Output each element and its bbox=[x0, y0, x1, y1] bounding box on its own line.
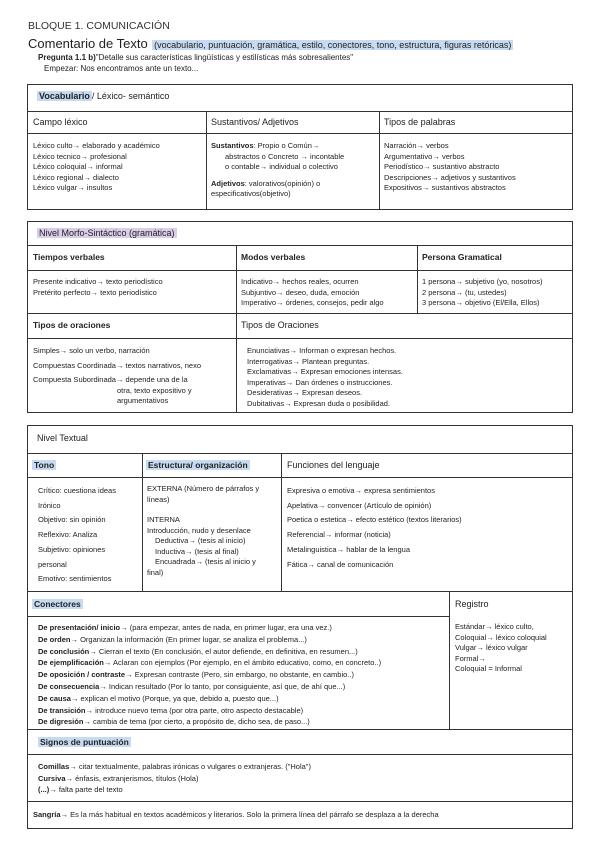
conectores-list bbox=[38, 622, 381, 728]
block-label: BLOQUE 1. COMUNICACIÓN bbox=[28, 20, 170, 32]
estructura-header: Estructura/ organización bbox=[148, 460, 248, 470]
oraciones-header-2: Tipos de Oraciones bbox=[241, 320, 319, 330]
vocab-title bbox=[37, 91, 169, 101]
sust-adj-content bbox=[211, 141, 377, 200]
list-item: Encuadrada→ (tesis al inicio y bbox=[155, 557, 256, 566]
list-item: Subjuntivo→ deseo, duda, emoción bbox=[241, 287, 360, 297]
signos-header: Signos de puntuación bbox=[40, 737, 129, 747]
list-item: Estándar→ léxico culto, bbox=[455, 622, 534, 631]
list-item: De consecuencia→ Indican resultado (Por lo tanto, por consiguiente, así que, de ahí que...) bbox=[38, 681, 346, 691]
list-item: Léxico regional→ dialecto bbox=[33, 172, 119, 182]
sangria-label: Sangría bbox=[33, 810, 61, 819]
list-item: EXTERNA (Número de párrafos y bbox=[147, 484, 260, 493]
list-item: Formal→ bbox=[455, 653, 486, 663]
list-item: 3 persona→ objetivo (El/Ella, Ellos) bbox=[422, 298, 540, 307]
list-item: De causa→ explican el motivo (Porque, ya que, debido a, puesto que...) bbox=[38, 693, 279, 703]
tiempos-header: Tiempos verbales bbox=[33, 252, 105, 262]
registro-list bbox=[455, 622, 547, 675]
page-title-row bbox=[28, 35, 513, 53]
list-item: Interrogativas→ Plantean preguntas. bbox=[247, 356, 370, 366]
tono-list bbox=[38, 484, 116, 587]
list-item: Pretérito perfecto→ texto periodístico bbox=[33, 287, 157, 297]
list-item: Metalinguistica→ hablar de la lengua bbox=[287, 544, 410, 554]
list-item: Desiderativas→ Expresan deseos. bbox=[247, 388, 363, 397]
campo-lexico-header: Campo léxico bbox=[33, 117, 88, 127]
textual-title: Nivel Textual bbox=[37, 433, 88, 443]
list-item: Inductiva→ (tesis al final) bbox=[155, 546, 239, 556]
list-item: Indicativo→ hechos reales, ocurren bbox=[241, 277, 359, 286]
list-item: 1 persona→ subjetivo (yo, nosotros) bbox=[422, 277, 543, 286]
list-item: Irónico bbox=[38, 500, 61, 510]
list-item: Deductiva→ (tesis al inicio) bbox=[155, 536, 246, 545]
list-item: Coloquial = Informal bbox=[455, 664, 522, 673]
list-item: Crítico: cuestiona ideas bbox=[38, 486, 116, 495]
list-item: De ejemplificación→ Aclaran con ejemplos (Por ejemplo, en el ámbito educativo, como, en concreto..) bbox=[38, 658, 382, 668]
oraciones-list bbox=[33, 346, 201, 407]
list-item: Apelativa→ convencer (Artículo de opinión) bbox=[287, 500, 432, 510]
list-item: Vulgar→ léxico vulgar bbox=[455, 643, 528, 652]
tono-header: Tono bbox=[34, 460, 55, 470]
list-item: Cursiva→ énfasis, extranjerismos, títulos (Hola) bbox=[38, 773, 199, 783]
tipos-palabras-header: Tipos de palabras bbox=[384, 117, 456, 127]
list-item: Simples→ solo un verbo, narración bbox=[33, 346, 150, 355]
tiempos-list bbox=[33, 277, 163, 298]
list-item: Léxico tecnico→ profesional bbox=[33, 151, 127, 161]
sangria-line bbox=[33, 810, 439, 821]
vocab-title-bold: Vocabulario bbox=[39, 91, 90, 101]
list-item: (...)→ falta parte del texto bbox=[38, 785, 123, 794]
list-item: Coloquial→ léxico coloquial bbox=[455, 632, 547, 642]
list-item: 2 persona→ (tu, ustedes) bbox=[422, 287, 507, 297]
list-item: Fática→ canal de comunicación bbox=[287, 559, 394, 569]
list-item: Dubitativas→ Expresan duda o posibilidad. bbox=[247, 398, 391, 408]
list-item: otra, texto expositivo y bbox=[117, 385, 192, 395]
list-item: Emotivo: sentimientos bbox=[38, 574, 112, 584]
signos-list bbox=[38, 761, 311, 796]
list-item: Reflexivo: Analiza bbox=[38, 530, 98, 540]
list-item: Narración→ verbos bbox=[384, 141, 449, 150]
list-item: INTERNA bbox=[147, 515, 180, 524]
question-text: "Detalle sus características lingüísticas y estilísticas más sobresalientes" bbox=[95, 53, 354, 62]
morfo-title: Nivel Morfo-Sintáctico (gramática) bbox=[39, 228, 175, 238]
list-item: argumentativos bbox=[117, 396, 169, 405]
list-item: Imperativas→ Dan órdenes o instrucciones. bbox=[247, 377, 393, 387]
list-item: Poetica o estetica→ efecto estético (textos literarios) bbox=[287, 515, 462, 525]
adj-text: : valorativos(opinión) o bbox=[244, 178, 321, 188]
list-item: De presentación/ inicio→ (para empezar, antes de nada, en primer lugar, era una vez.) bbox=[38, 623, 332, 632]
list-item: De oposición / contraste→ Expresan contraste (Pero, sin embargo, no obstante, en cambio..) bbox=[38, 670, 354, 680]
list-item: líneas) bbox=[147, 494, 170, 504]
list-item: Periodístico→ sustantivo abstracto bbox=[384, 162, 500, 171]
modos-header: Modos verbales bbox=[241, 252, 306, 262]
sust-label: Sustantivos bbox=[211, 141, 254, 150]
list-item: Referencial→ informar (noticia) bbox=[287, 530, 391, 540]
funciones-list bbox=[287, 484, 462, 572]
sust-line: abstractos o Concreto → incontable bbox=[225, 151, 345, 161]
sust-line: o contable→ individual o colectivo bbox=[225, 162, 338, 171]
list-item: Objetivo: sin opinión bbox=[38, 515, 106, 525]
list-item: Presente indicativo→ texto periodístico bbox=[33, 277, 163, 286]
registro-header: Registro bbox=[455, 599, 489, 609]
list-item: Enunciativas→ Informan o expresan hechos. bbox=[247, 346, 397, 355]
list-item: De transición→ introduce nuevo tema (por otra parte, otro aspecto destacable) bbox=[38, 705, 304, 715]
adj-line: especificativos(objetivo) bbox=[211, 189, 291, 198]
oraciones-header: Tipos de oraciones bbox=[33, 320, 111, 330]
list-item: Argumentativo→ verbos bbox=[384, 151, 465, 161]
list-item: Compuestas Coordinada→ textos narrativos, nexo bbox=[33, 360, 202, 370]
oraciones-tipos-list bbox=[247, 346, 403, 409]
sust-text: : Propio o Común→ bbox=[253, 141, 320, 150]
list-item: De orden→ Organizan la información (En primer lugar, se analiza el problema...) bbox=[38, 634, 307, 644]
list-item: Compuesta Subordinada→ depende una de la bbox=[33, 375, 188, 384]
page-title: Comentario de Texto bbox=[28, 36, 148, 51]
funciones-header: Funciones del lenguaje bbox=[287, 460, 380, 470]
vocab-title-rest: / Léxico- semántico bbox=[91, 91, 170, 101]
list-item: Expresiva o emotiva→ expresa sentimientos bbox=[287, 486, 435, 495]
start-line: Empezar: Nos encontramos ante un texto... bbox=[44, 64, 199, 73]
title-note: (vocabulario, puntuación, gramática, estilo, conectores, tono, estructura, figuras retóricas) bbox=[154, 40, 512, 50]
adj-label: Adjetivos bbox=[211, 178, 245, 188]
list-item: Exclamativas→ Expresan emociones intensas. bbox=[247, 367, 403, 376]
list-item: Subjetivo: opiniones bbox=[38, 544, 106, 554]
tipos-palabras-list bbox=[384, 141, 516, 194]
list-item: Descripciones→ adjetivos y sustantivos bbox=[384, 172, 516, 182]
list-item: final) bbox=[147, 567, 164, 577]
campo-lexico-list bbox=[33, 141, 160, 194]
sust-adj-header: Sustantivos/ Adjetivos bbox=[211, 117, 299, 127]
list-item: De digresión→ cambia de tema (por cierto, a propósito de, dicho sea, de paso...) bbox=[38, 717, 310, 727]
question-label: Pregunta 1.1 b) bbox=[38, 53, 96, 62]
list-item: Léxico vulgar→ insultos bbox=[33, 183, 113, 192]
list-item: Imperativo→ órdenes, consejos, pedir algo bbox=[241, 298, 384, 307]
list-item: Introducción, nudo y desenlace bbox=[147, 525, 251, 535]
list-item: Comillas→ citar textualmente, palabras irónicas o vulgares o extranjeras. ("Hola") bbox=[38, 762, 311, 771]
list-item: Léxico culto→ elaborado y académico bbox=[33, 141, 160, 150]
sangria-text: → Es la más habitual en textos académicos y literarios. Solo la primera línea del párrafo se desplaza a la derecha bbox=[60, 810, 439, 819]
list-item: Léxico coloquial→ informal bbox=[33, 162, 123, 171]
list-item: Expositivos→ sustantivos abstractos bbox=[384, 183, 506, 192]
persona-list bbox=[422, 277, 542, 309]
list-item: personal bbox=[38, 559, 67, 569]
modos-list bbox=[241, 277, 384, 309]
question-line bbox=[38, 53, 353, 64]
conectores-header: Conectores bbox=[34, 599, 81, 609]
persona-header: Persona Gramatical bbox=[422, 252, 502, 262]
estructura-list bbox=[147, 484, 259, 578]
list-item: De conclusión→ Cierran el texto (En conclusión, el autor defiende, en definitiva, en resumen...) bbox=[38, 646, 358, 656]
